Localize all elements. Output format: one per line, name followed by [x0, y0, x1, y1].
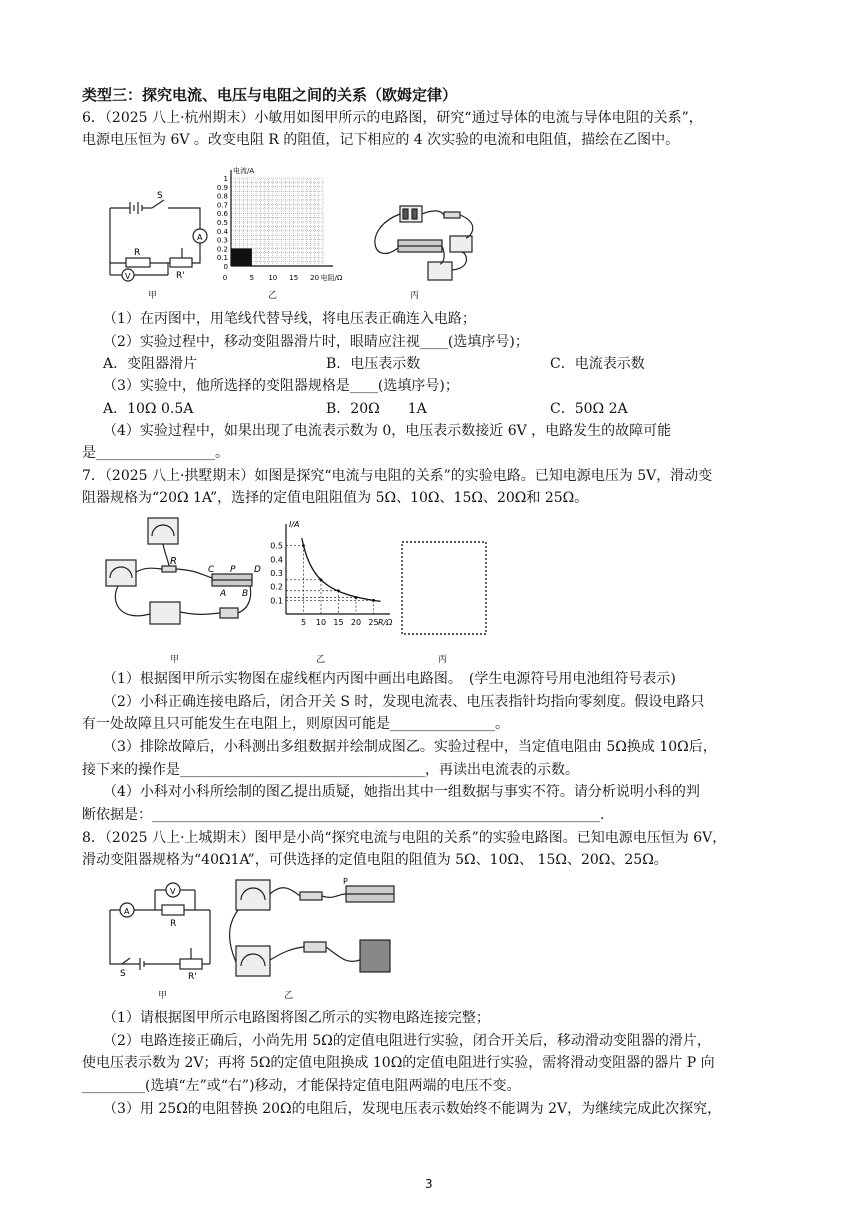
x-tick-label: 10: [315, 618, 327, 627]
q7-fig-jia-caption: 甲: [170, 655, 180, 665]
y-tick-label: 0.2: [216, 245, 228, 254]
q8-slider-p-label: P: [343, 877, 348, 886]
y-tick-label: 0: [223, 263, 228, 271]
x-axis-label: R/Ω: [378, 618, 393, 627]
y-tick-label: 0.3: [216, 236, 228, 245]
shaded-region: [231, 248, 252, 266]
q6-sub3-option-b: B．20Ω 1A: [326, 401, 427, 417]
q8-fig-yi-caption: 乙: [284, 991, 294, 1001]
q8-resistor-label: R: [170, 919, 177, 929]
q7-sub3-line1: （3）排除故障后，小科测出多组数据并绘制成图乙。实验过程中，当定值电阻由 5Ω换成 10Ω后，: [103, 739, 717, 755]
x-tick-label: 0: [222, 274, 228, 282]
y-tick-label: 0.4: [216, 227, 228, 236]
y-tick-label: 0.3: [270, 569, 283, 578]
q7-resistor-label: R: [170, 556, 177, 567]
q7-terminal-d-label: D: [254, 565, 261, 575]
q6-apparatus-bing: [362, 198, 482, 293]
x-tick-label: 15: [289, 274, 299, 282]
q6-sub2-option-a: A．变阻器滑片: [103, 356, 198, 372]
q6-fig-jia-caption: 甲: [148, 291, 158, 301]
q8-sub2-line3: _________(选填“左”或“右”)移动，才能保持定值电阻两端的电压不变。: [82, 1078, 521, 1094]
resistor-label: R: [134, 248, 141, 258]
q6-sub4-line2: 是_________________。: [82, 445, 229, 461]
section-title: 类型三：探究电流、电压与电阻之间的关系（欧姆定律）: [82, 86, 458, 104]
y-tick-label: 0.5: [270, 541, 283, 551]
x-tick-label: 20: [310, 274, 320, 282]
q8-sub3-line1: （3）用 25Ω的电阻替换 20Ω的电阻后，发现电压表示数始终不能调为 2V，为继续完成此次探究，: [103, 1101, 722, 1117]
x-tick-label: 25: [368, 618, 379, 627]
q6-stem-line2: 电源电压恒为 6V 。改变电阻 R 的阻值，记下相应的 4 次实验的电流和电阻值，描绘在乙图中。: [82, 132, 680, 148]
q7-sub1: （1）根据图甲所示实物图在虚线框内丙图中画出电路图。 (学生电源符号用电池组符号表示): [103, 671, 676, 687]
x-tick-label: 5: [300, 618, 307, 627]
q8-sub2-line2: 使电压表示数为 2V；再将 5Ω的定值电阻换成 10Ω的定值电阻进行实验，需将滑动变阻器的器片 P 向: [82, 1055, 715, 1071]
x-axis-label: 电阻/Ω: [320, 274, 343, 282]
q7-fig-bing-caption: 丙: [438, 655, 448, 665]
q8-rheostat-label: R': [188, 972, 197, 982]
q8-fig-jia-caption: 甲: [158, 991, 168, 1001]
voltmeter-label: V: [125, 272, 131, 281]
q7-terminal-b-label: B: [242, 589, 249, 599]
y-tick-label: 0.7: [216, 201, 228, 210]
q7-stem-line1: 7．（2025 八上·拱墅期末）如图是探究“电流与电阻的关系”的实验电路。已知电源电压为 5V，滑动变: [82, 468, 713, 484]
q6-stem-line1: 6．（2025 八上·杭州期末）小敏用如图甲所示的电路图，研究“通过导体的电流与导体电阻的关系”，: [82, 110, 703, 126]
q6-fig-bing-caption: 丙: [410, 291, 420, 301]
q7-sub2-line2: 有一处故障且只可能发生在电阻上，则原因可能是_______________。: [82, 716, 509, 732]
q7-blank-circuit-box: [398, 538, 490, 638]
y-tick-label: 0.1: [216, 254, 228, 263]
q7-sub2-line1: （2）小科正确连接电路后，闭合开关 S 时，发现电流表、电压表指针均指向零刻度。假设电路只: [103, 694, 705, 710]
q6-current-resistance-chart: [205, 162, 355, 302]
q8-ammeter-label: A: [124, 907, 130, 916]
q8-sub1: （1）请根据图甲所示电路图将图乙所示的实物电路连接完整；: [103, 1010, 490, 1026]
x-tick-label: 15: [333, 618, 344, 627]
y-axis-label: 电流/A: [233, 167, 255, 175]
y-axis-label: I/A: [289, 520, 300, 529]
ammeter-label: A: [197, 233, 203, 242]
page-number: 3: [425, 1177, 433, 1191]
q6-sub3-option-a: A．10Ω 0.5A: [103, 401, 194, 417]
q7-sub3-line2: 接下来的操作是___________________________________，再读出电流表的示数。: [82, 762, 579, 778]
y-tick-label: 0.8: [216, 192, 228, 201]
y-tick-label: 0.2: [270, 582, 283, 592]
q7-stem-line2: 阻器规格为“20Ω 1A”，选择的定值电阻阻值为 5Ω、10Ω、15Ω、20Ω和 25Ω。: [82, 490, 589, 506]
q8-voltmeter-label: V: [170, 887, 176, 896]
q6-sub2-option-b: B．电压表示数: [326, 356, 421, 372]
q7-terminal-c-label: C: [208, 565, 215, 575]
x-tick-label: 5: [249, 274, 255, 282]
q6-sub2: （2）实验过程中，移动变阻器滑片时，眼睛应注视____(选填序号)；: [103, 334, 529, 350]
q8-apparatus-yi: [228, 872, 418, 992]
curve-line: [302, 538, 381, 601]
q8-circuit-diagram-jia: [100, 876, 220, 982]
q6-sub4-line1: （4）实验过程中，如果出现了电流表示数为 0，电压表示数接近 6V ，电路发生的故障可能: [103, 423, 672, 439]
q7-slider-p-label: P: [230, 565, 236, 575]
y-tick-label: 1: [223, 175, 228, 183]
q7-fig-yi-caption: 乙: [316, 655, 326, 665]
q8-switch-label: S: [120, 969, 126, 979]
q6-sub3: （3）实验中，他所选择的变阻器规格是____(选填序号)；: [103, 378, 459, 394]
q6-sub3-option-c: C．50Ω 2A: [550, 401, 628, 417]
q8-sub2-line1: （2）电路连接正确后，小尚先用 5Ω的定值电阻进行实验，闭合开关后，移动滑动变阻器的滑片，: [103, 1033, 711, 1049]
y-tick-label: 0.5: [216, 219, 228, 227]
q6-sub2-option-c: C．电流表示数: [550, 356, 645, 372]
x-tick-label: 20: [350, 618, 362, 627]
q7-apparatus-jia: [100, 512, 260, 642]
q7-current-resistance-curve: [262, 518, 402, 638]
q7-terminal-a-label: A: [220, 589, 227, 599]
q6-fig-yi-caption: 乙: [268, 291, 278, 301]
switch-label: S: [157, 191, 163, 201]
q8-stem-line2: 滑动变阻器规格为“40Ω1A”，可供选择的定值电阻的阻值为 5Ω、10Ω、 15Ω、20Ω、25Ω。: [82, 852, 668, 868]
x-tick-label: 10: [268, 274, 278, 282]
q6-circuit-diagram-jia: [100, 178, 220, 293]
rheostat-label: R': [176, 271, 185, 281]
y-tick-label: 0.1: [270, 596, 283, 606]
q7-sub4-line1: （4）小科对小科所绘制的图乙提出质疑，她指出其中一组数据与事实不符。请分析说明小科的判: [103, 784, 700, 800]
q6-sub1: （1）在丙图中，用笔线代替导线，将电压表正确连入电路；: [103, 311, 476, 327]
y-tick-label: 0.6: [216, 210, 228, 219]
y-tick-label: 0.9: [216, 183, 228, 192]
y-tick-label: 0.4: [270, 555, 283, 565]
q7-sub4-line2: 断依据是：________________________________________________________________.: [82, 807, 605, 823]
q8-stem-line1: 8．（2025 八上·上城期末）图甲是小尚“探究电流与电阻的关系”的实验电路图。已知电源电压恒为 6V，: [82, 830, 727, 846]
